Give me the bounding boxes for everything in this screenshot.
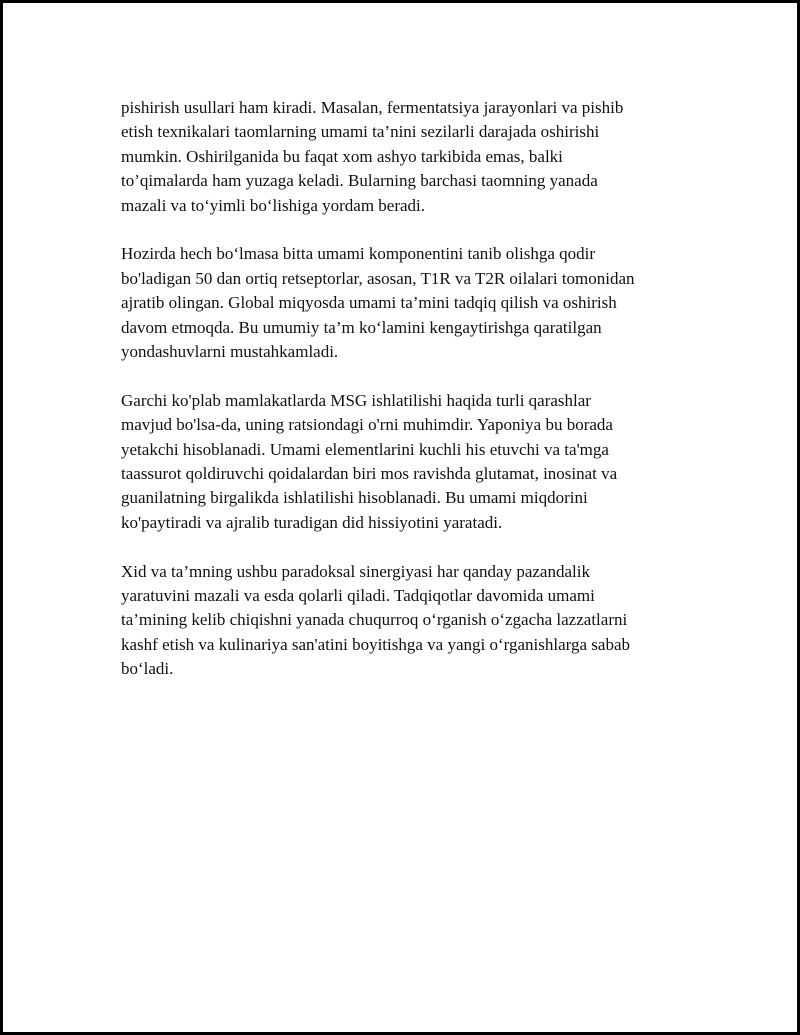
document-body [121, 96, 691, 706]
paragraph-line: davom etmoqda. Bu umumiy ta’m ko‘lamini kengaytirishga qaratilgan [121, 317, 602, 337]
paragraph-line: ko'paytiradi va ajralib turadigan did hissiyotini yaratadi. [121, 512, 503, 532]
paragraph-line: mazali va to‘yimli bo‘lishiga yordam beradi. [121, 195, 426, 215]
paragraph-line: bo'ladigan 50 dan ortiq retseptorlar, asosan, T1R va T2R oilalari tomonidan [121, 268, 635, 288]
paragraph-line: yondashuvlarni mustahkamladi. [121, 342, 339, 362]
paragraph-line: Xid va ta’mning ushbu paradoksal sinergiyasi har qanday pazandalik [121, 561, 590, 581]
paragraph-2 [121, 242, 691, 364]
paragraph-1 [121, 96, 691, 218]
paragraph-line: to’qimalarda ham yuzaga keladi. Bularning barchasi taomning yanada [121, 171, 598, 191]
paragraph-4 [121, 560, 691, 682]
paragraph-line: ta’mining kelib chiqishni yanada chuqurroq o‘rganish o‘zgacha lazzatlarni [121, 610, 628, 630]
paragraph-line: bo‘ladi. [121, 659, 174, 679]
paragraph-line: etish texnikalari taomlarning umami ta’nini sezilarli darajada oshirishi [121, 122, 600, 142]
paragraph-line: Garchi ko'plab mamlakatlarda MSG ishlatilishi haqida turli qarashlar [121, 390, 591, 410]
paragraph-line: yaratuvini mazali va esda qolarli qiladi. Tadqiqotlar davomida umami [121, 586, 595, 606]
paragraph-line: kashf etish va kulinariya san'atini boyitishga va yangi o‘rganishlarga sabab [121, 634, 631, 654]
paragraph-line: Hozirda hech bo‘lmasa bitta umami komponentini tanib olishga qodir [121, 244, 596, 264]
paragraph-line: yetakchi hisoblanadi. Umami elementlarini kuchli his etuvchi va ta'mga [121, 439, 609, 459]
paragraph-line: mavjud bo'lsa-da, uning ratsiondagi o'rni muhimdir. Yaponiya bu borada [121, 415, 613, 435]
paragraph-line: ajratib olingan. Global miqyosda umami ta’mini tadqiq qilish va oshirish [121, 293, 617, 313]
paragraph-line: mumkin. Oshirilganida bu faqat xom ashyo tarkibida emas, balki [121, 146, 563, 166]
paragraph-line: guanilatning birgalikda ishlatilishi hisoblanadi. Bu umami miqdorini [121, 488, 588, 508]
paragraph-3 [121, 389, 691, 535]
paragraph-line: taassurot qoldiruvchi qoidalardan biri mos ravishda glutamat, inosinat va [121, 464, 618, 484]
paragraph-line: pishirish usullari ham kiradi. Masalan, fermentatsiya jarayonlari va pishib [121, 98, 624, 117]
